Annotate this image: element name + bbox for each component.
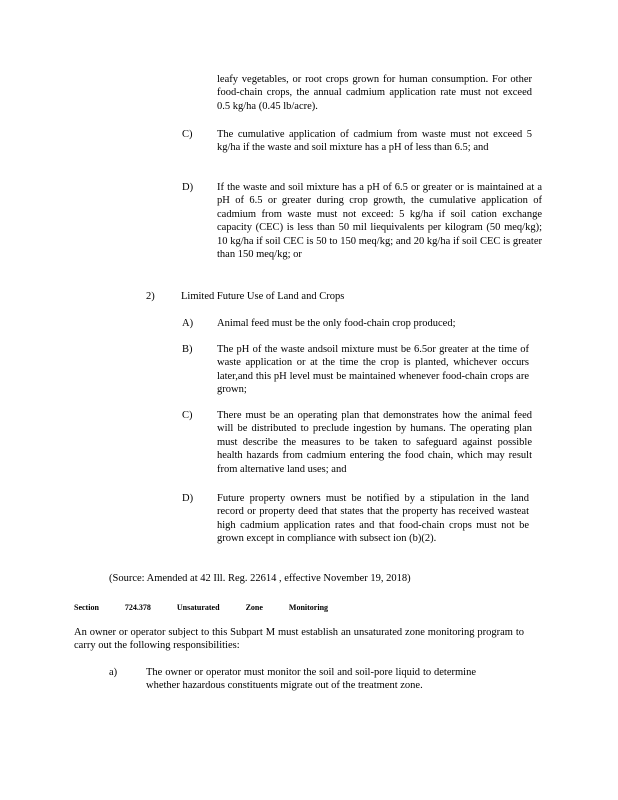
continued-paragraph: leafy vegetables, or root crops grown for human consumption. For other food-chain crops, the annual cadmium application rate must not exceed 0.5 kg/ha (0.45 lb/acre). — [217, 74, 532, 112]
section-heading — [74, 603, 352, 612]
section-number: 724.378 — [124, 603, 151, 612]
item-marker-c2: C) — [182, 410, 193, 421]
item-a-lower-text: The owner or operator must monitor the soil and soil-pore liquid to determine whether hazardous constituents migrate out of the treatment zone. — [146, 667, 476, 692]
item-d-text: If the waste and soil mixture has a pH of 6.5 or greater or is maintained at a pH of 6.5 or greater during crop growth, the cumulative application of cadmium from waste must not exceed: 5 kg/ha if soil cation exchange capacity (CEC) is less than 50 mil liequivalents per kilogram (50 meq/kg); 10 kg/ha if soil CEC is 50 to 150 meq/kg; and 20 kg/ha if soil CEC is greater than 150 meq/kg; or — [217, 182, 542, 261]
section-intro: An owner or operator subject to this Subpart M must establish an unsaturated zone monitoring program to carry out the following responsibilities: — [74, 627, 524, 652]
item-marker-b: B) — [182, 344, 193, 355]
item-a-text: Animal feed must be the only food-chain crop produced; — [217, 318, 456, 329]
item-marker-a: A) — [182, 318, 194, 329]
section-title-word: Monitoring — [288, 603, 329, 612]
source-note: (Source: Amended at 42 Ill. Reg. 22614 , effective November 19, 2018) — [109, 573, 411, 584]
item-marker-2: 2) — [146, 291, 155, 302]
section-title-word: Unsaturated — [176, 603, 220, 612]
item-marker-c: C) — [182, 129, 193, 140]
item-marker-d2: D) — [182, 493, 194, 504]
item-c2-text: There must be an operating plan that demonstrates how the animal feed will be distributed to preclude ingestion by humans. The operating plan must describe the measures to be taken to safeguard against possible health hazards from cadmium entering the food chain, which may result from alternative land uses; and — [217, 410, 532, 475]
section-title-word: Zone — [245, 603, 263, 612]
item-b-text: The pH of the waste andsoil mixture must be 6.5or greater at the time of waste application or at the time the crop is planted, whichever occurs later,and this pH level must be maintained whenever food-chain crops are grown; — [217, 344, 529, 396]
section-label: Section — [74, 603, 99, 612]
item-marker-a-lower: a) — [109, 667, 118, 678]
item-d2-text: Future property owners must be notified by a stipulation in the land record or property deed that states that the property has received wasteat high cadmium application rates and that food-chain crops must not be grown except in compliance with subsect ion (b)(2). — [217, 493, 529, 545]
item-2-title: Limited Future Use of Land and Crops — [181, 291, 345, 302]
item-c-text: The cumulative application of cadmium from waste must not exceed 5 kg/ha if the waste and soil mixture has a pH of less than 6.5; and — [217, 129, 532, 154]
item-marker-d: D) — [182, 182, 194, 193]
